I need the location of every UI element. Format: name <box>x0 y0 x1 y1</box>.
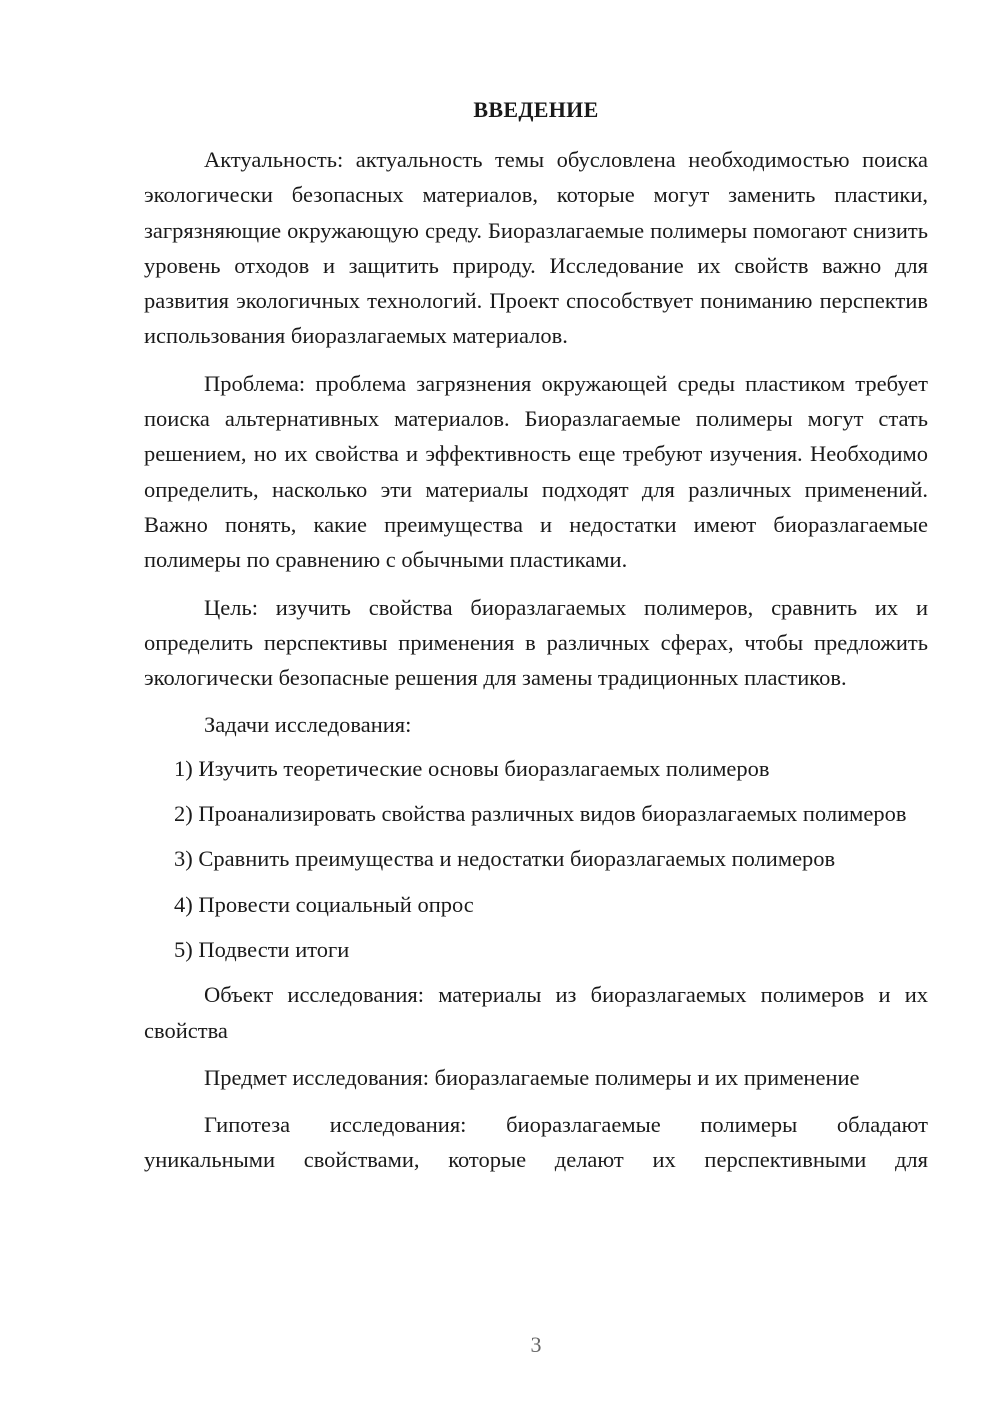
task-item: 3) Сравнить преимущества и недостатки биоразлагаемых полимеров <box>174 846 836 872</box>
task-item: 2) Проанализировать свойства различных видов биоразлагаемых полимеров <box>174 801 907 827</box>
subject-paragraph: Предмет исследования: биоразлагаемые полимеры и их применение <box>204 1064 860 1090</box>
hypothesis-paragraph: Гипотеза исследования: биоразлагаемые полимеры обладают уникальными свойствами, которые делают их перспективными для <box>144 1112 928 1173</box>
goal-paragraph: Цель: изучить свойства биоразлагаемых полимеров, сравнить их и определить перспективы применения в различных сферах, чтобы предложить экологически безопасные решения для замены традиционных пластиков. <box>144 594 928 691</box>
page-content <box>144 92 928 1190</box>
object-paragraph: Объект исследования: материалы из биоразлагаемых полимеров и их свойства <box>144 982 928 1043</box>
section-heading: ВВЕДЕНИЕ <box>473 97 599 122</box>
relevance-paragraph: Актуальность: актуальность темы обусловлена необходимостью поиска экологически безопасных материалов, которые могут заменить пластики, загрязняющие окружающую среду. Биоразлагаемые полимеры помогают снизить уровень отходов и защитить природу. Исследование их свойств важно для развития экологичных технологий. Проект способствует пониманию перспектив использования биоразлагаемых материалов. <box>144 147 928 349</box>
task-item: 4) Провести социальный опрос <box>174 891 474 917</box>
task-item: 5) Подвести итоги <box>174 936 350 962</box>
page-number: 3 <box>530 1332 542 1357</box>
problem-paragraph: Проблема: проблема загрязнения окружающей среды пластиком требует поиска альтернативных материалов. Биоразлагаемые полимеры могут стать решением, но их свойства и эффективность еще требуют изучения. Необходимо определить, насколько эти материалы подходят для различных применений. Важно понять, какие преимущества и недостатки имеют биоразлагаемые полимеры по сравнению с обычными пластиками. <box>144 370 928 573</box>
task-item: 1) Изучить теоретические основы биоразлагаемых полимеров <box>174 755 770 781</box>
tasks-title: Задачи исследования: <box>204 712 412 738</box>
